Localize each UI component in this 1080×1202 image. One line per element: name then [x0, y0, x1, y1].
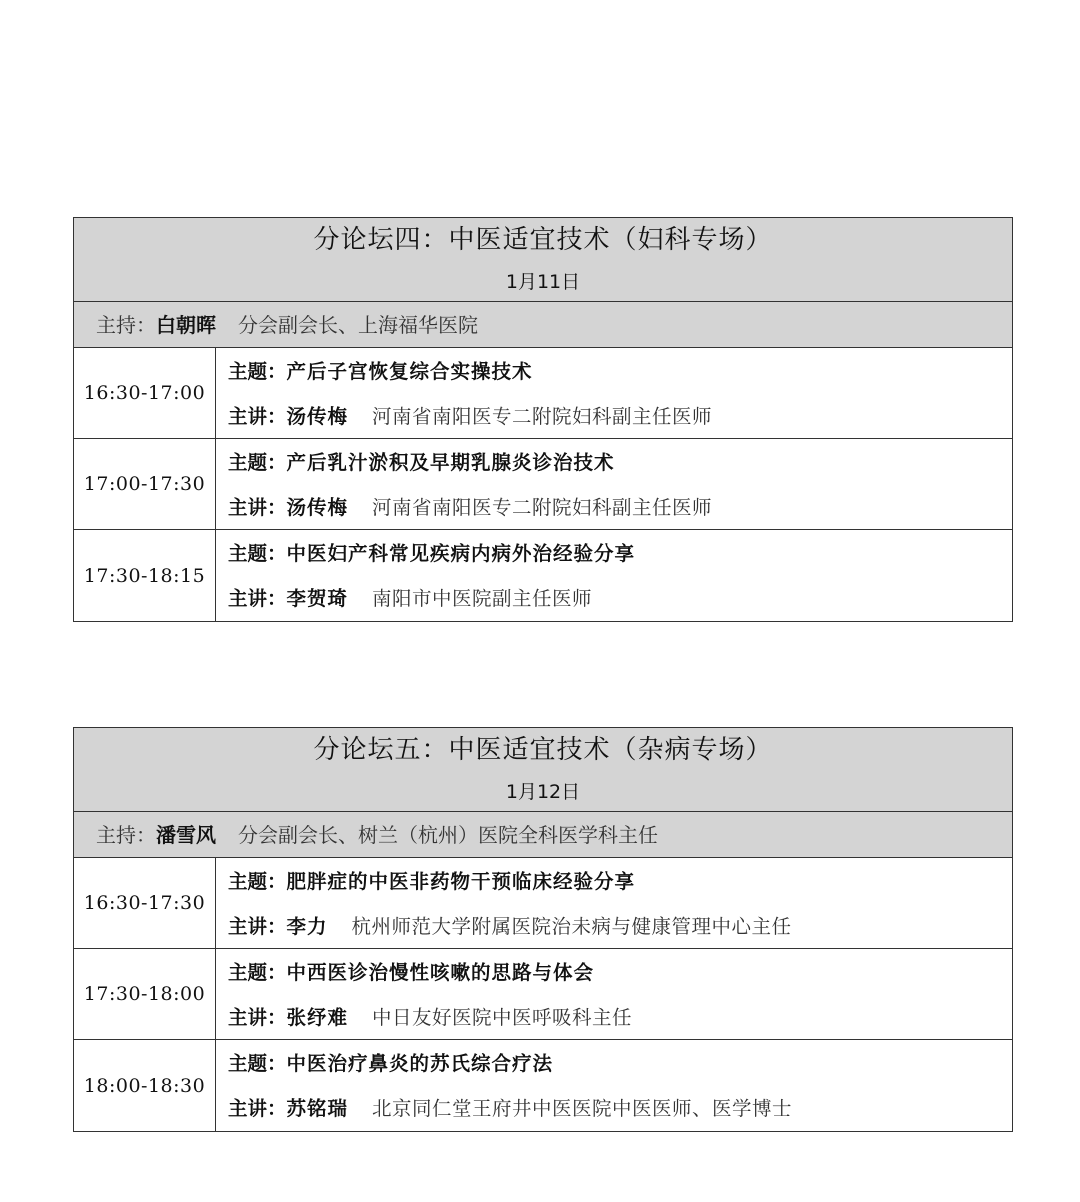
speaker-name: 李力 [286, 915, 328, 938]
session-row [74, 858, 1012, 949]
session-content [216, 858, 1012, 948]
forum-title: 分论坛四：中医适宜技术（妇科专场） [313, 225, 773, 255]
topic-line [228, 858, 1012, 904]
host-row [74, 302, 1012, 348]
topic-line [228, 439, 1012, 485]
forum-title: 分论坛五：中医适宜技术（杂病专场） [313, 735, 773, 765]
topic-text: 产后乳汁淤积及早期乳腺炎诊治技术 [286, 451, 615, 474]
topic-label: 主题： [228, 360, 287, 383]
forum-table-5 [73, 727, 1013, 1132]
host-role: 分会副会长、上海福华医院 [238, 313, 478, 337]
speaker-affiliation: 中日友好医院中医呼吸科主任 [372, 1006, 633, 1029]
topic-label: 主题： [228, 1052, 287, 1075]
topic-text: 中医妇产科常见疾病内病外治经验分享 [286, 542, 636, 565]
forum-header [74, 728, 1012, 812]
topic-line [228, 530, 1012, 576]
speaker-line [228, 904, 1012, 949]
session-time: 17:30-18:15 [74, 530, 216, 621]
session-time: 16:30-17:30 [74, 858, 216, 948]
speaker-line [228, 485, 1012, 530]
session-content [216, 1040, 1012, 1131]
speaker-label: 主讲： [228, 587, 287, 610]
speaker-affiliation: 南阳市中医院副主任医师 [372, 587, 593, 610]
speaker-line [228, 394, 1012, 439]
host-label: 主持： [96, 823, 156, 847]
speaker-affiliation: 北京同仁堂王府井中医医院中医医师、医学博士 [372, 1097, 793, 1120]
speaker-line [228, 576, 1012, 621]
speaker-label: 主讲： [228, 1097, 287, 1120]
session-time: 16:30-17:00 [74, 348, 216, 438]
topic-label: 主题： [228, 961, 287, 984]
forum-date: 1月11日 [505, 271, 581, 293]
session-row [74, 949, 1012, 1040]
host-label: 主持： [96, 313, 156, 337]
speaker-name: 张纾难 [286, 1006, 349, 1029]
speaker-name: 李贺琦 [286, 587, 349, 610]
speaker-line [228, 1086, 1012, 1131]
speaker-name: 汤传梅 [286, 405, 349, 428]
topic-line [228, 1040, 1012, 1086]
session-time: 17:00-17:30 [74, 439, 216, 529]
topic-label: 主题： [228, 451, 287, 474]
speaker-label: 主讲： [228, 1006, 287, 1029]
forum-table-4 [73, 217, 1013, 622]
host-role: 分会副会长、树兰（杭州）医院全科医学科主任 [238, 823, 658, 847]
topic-text: 肥胖症的中医非药物干预临床经验分享 [286, 870, 636, 893]
speaker-affiliation: 河南省南阳医专二附院妇科副主任医师 [372, 405, 713, 428]
session-row [74, 1040, 1012, 1131]
session-time: 17:30-18:00 [74, 949, 216, 1039]
topic-label: 主题： [228, 870, 287, 893]
topic-line [228, 949, 1012, 995]
host-row [74, 812, 1012, 858]
session-row [74, 530, 1012, 621]
topic-line [228, 348, 1012, 394]
speaker-label: 主讲： [228, 915, 287, 938]
host-name: 白朝晖 [156, 313, 216, 337]
forum-date: 1月12日 [505, 781, 581, 803]
topic-text: 产后子宫恢复综合实操技术 [286, 360, 533, 383]
session-content [216, 530, 1012, 621]
session-content [216, 439, 1012, 529]
topic-text: 中西医诊治慢性咳嗽的思路与体会 [286, 961, 595, 984]
speaker-affiliation: 杭州师范大学附属医院治未病与健康管理中心主任 [351, 915, 792, 938]
session-content [216, 348, 1012, 438]
speaker-name: 苏铭瑞 [286, 1097, 349, 1120]
session-row [74, 439, 1012, 530]
speaker-name: 汤传梅 [286, 496, 349, 519]
speaker-affiliation: 河南省南阳医专二附院妇科副主任医师 [372, 496, 713, 519]
session-content [216, 949, 1012, 1039]
session-row [74, 348, 1012, 439]
host-name: 潘雪风 [156, 823, 216, 847]
speaker-label: 主讲： [228, 405, 287, 428]
forum-header [74, 218, 1012, 302]
session-time: 18:00-18:30 [74, 1040, 216, 1131]
speaker-line [228, 995, 1012, 1040]
topic-label: 主题： [228, 542, 287, 565]
topic-text: 中医治疗鼻炎的苏氏综合疗法 [286, 1052, 554, 1075]
speaker-label: 主讲： [228, 496, 287, 519]
